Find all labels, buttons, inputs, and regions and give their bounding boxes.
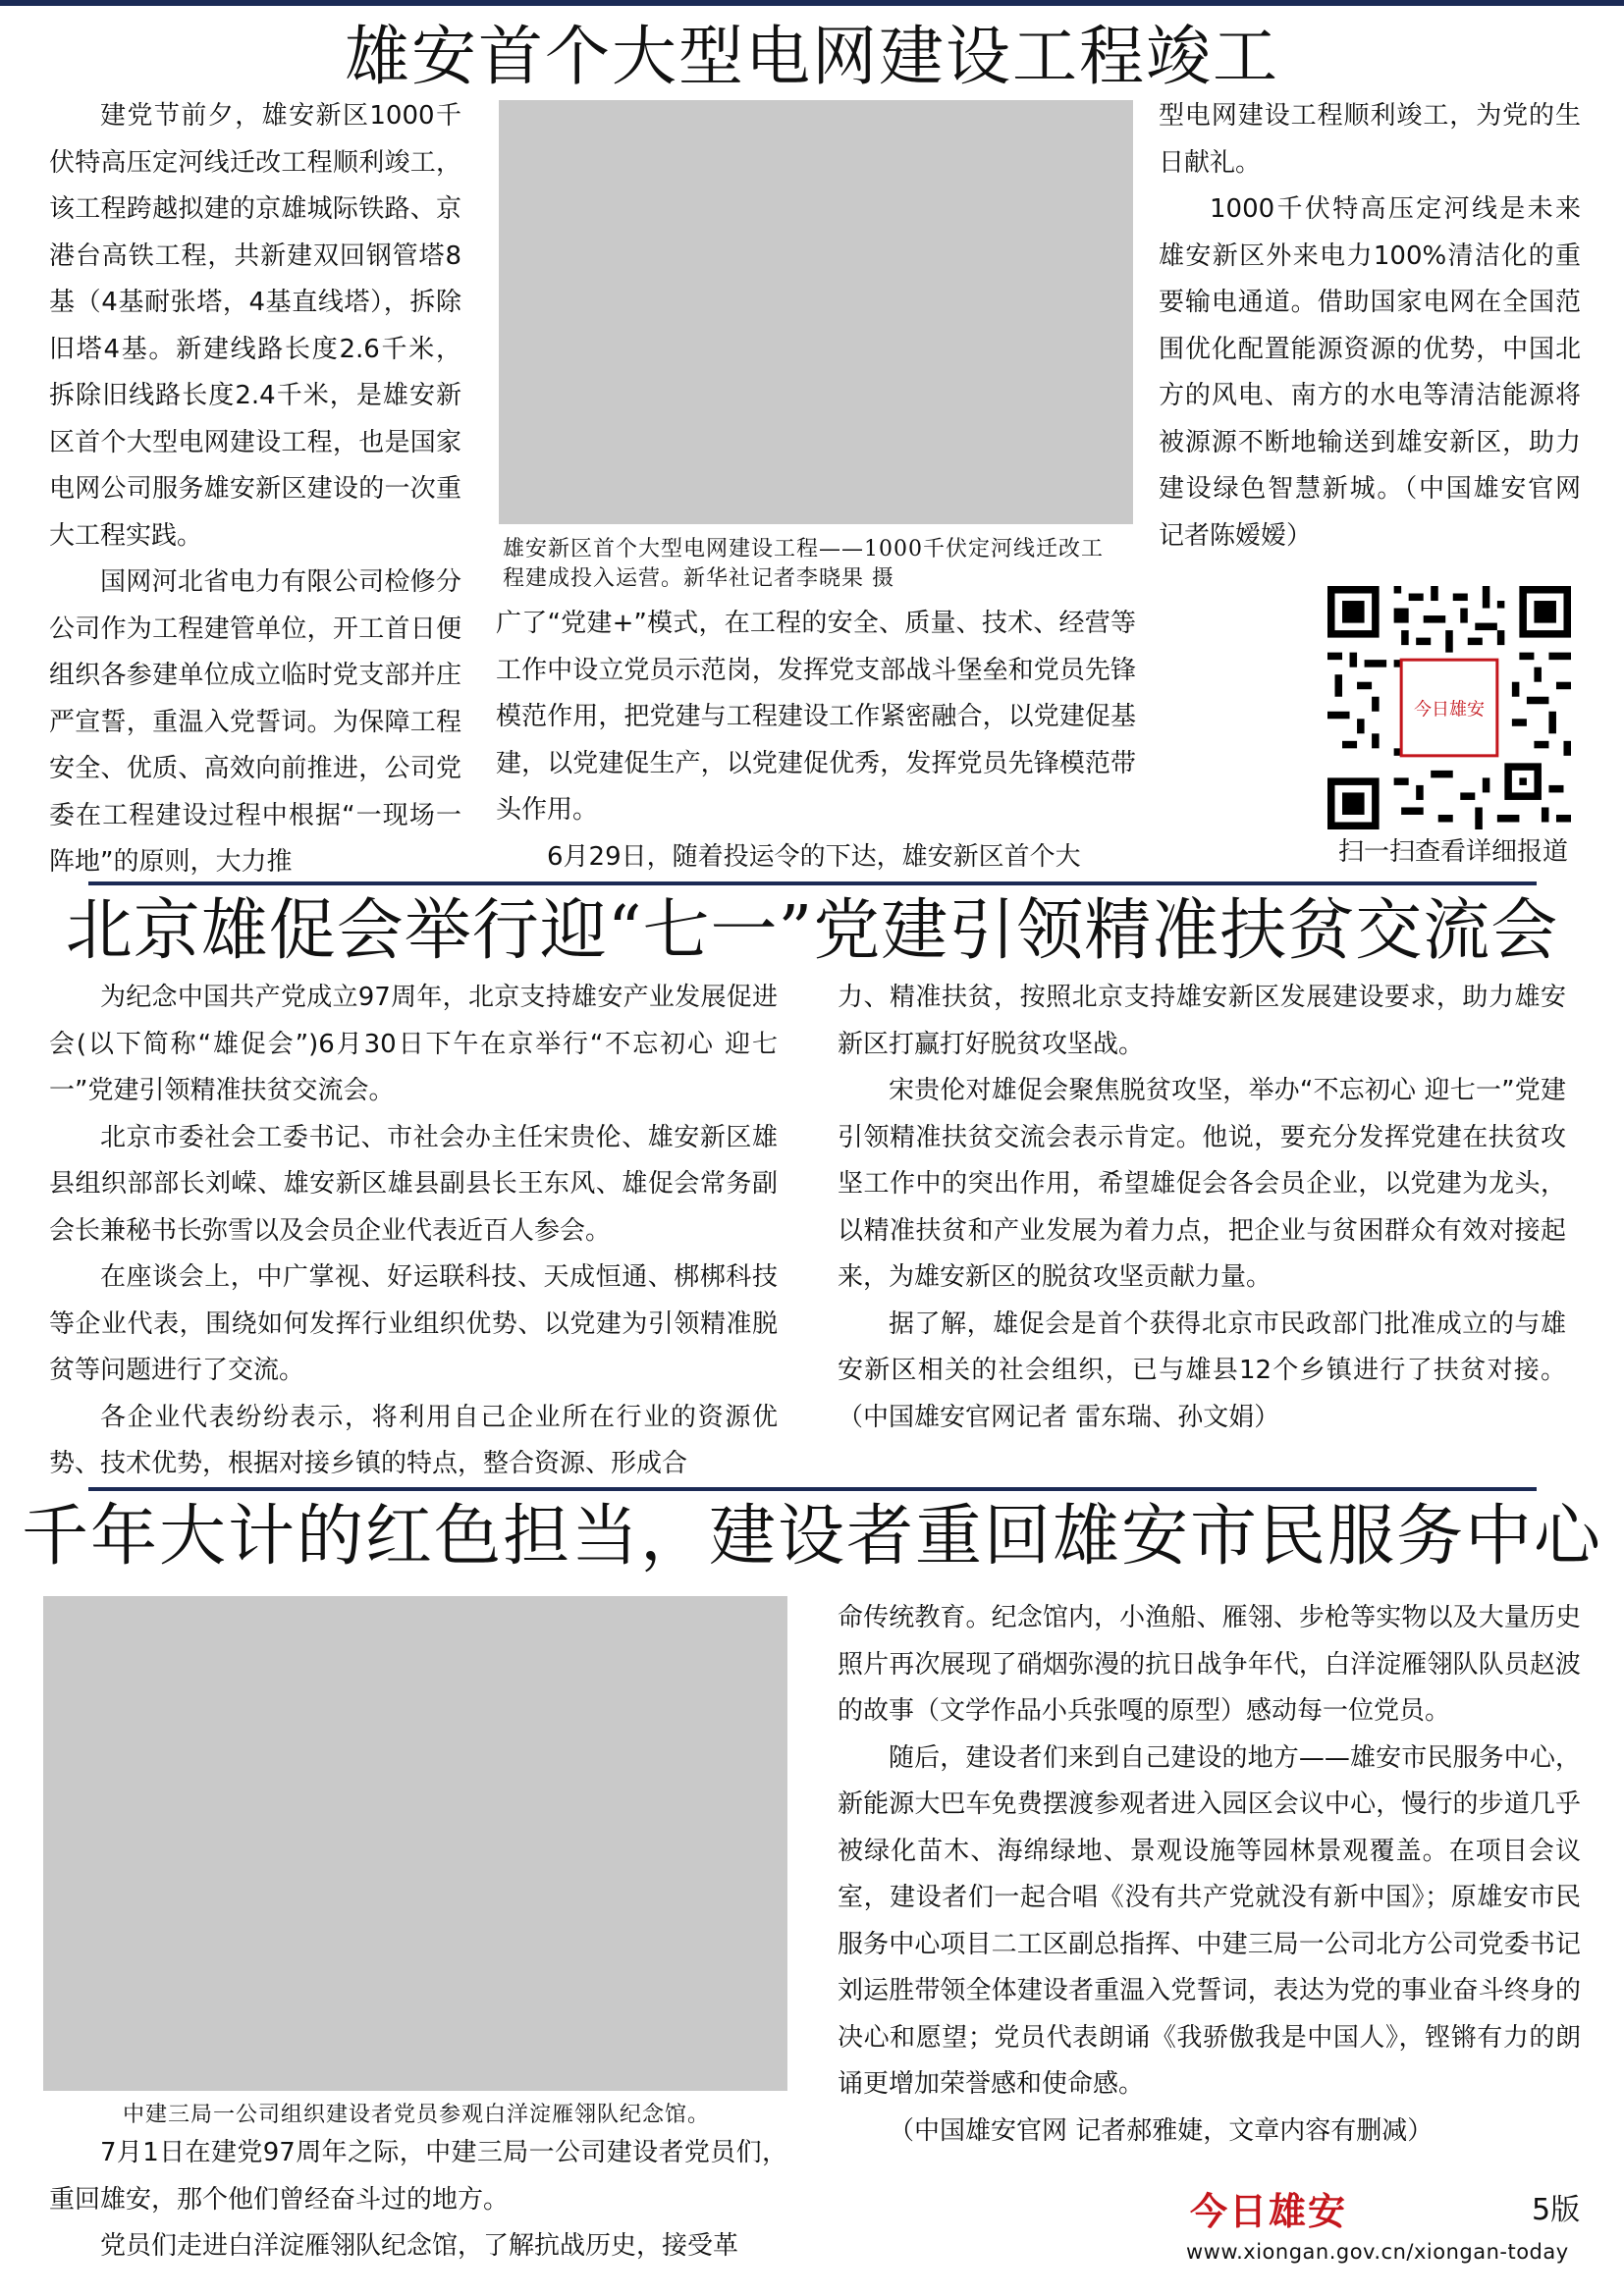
- paragraph: 广了“党建+”模式，在工程的安全、质量、技术、经营等工作中设立党员示范岗，发挥党支部战斗堡垒和党员先锋模范作用，把党建与工程建设工作紧密融合，以党建促基建，以党建促生产，以党建促优秀，发挥党员先锋模范带头作用。: [496, 609, 1136, 825]
- paragraph: 力、精准扶贫，按照北京支持雄安新区发展建设要求，助力雄安新区打赢打好脱贫攻坚战。: [838, 983, 1566, 1059]
- article1-column-1: [49, 93, 461, 886]
- page-number: 5版: [1532, 2193, 1581, 2227]
- article3-column-2: [838, 1595, 1581, 2155]
- qr-center-logo: 今日雄安: [1413, 699, 1486, 721]
- photo-group-memorial: [43, 1596, 787, 2091]
- paragraph: 国网河北省电力有限公司检修分公司作为工程建管单位，开工首日便组织各参建单位成立临时党支部并庄严宣誓，重温入党誓词。为保障工程安全、优质、高效向前推进，公司党委在工程建设过程中根据“一现场一阵地”的原则，大力推: [49, 567, 461, 877]
- section-divider: [88, 881, 1537, 885]
- photo-caption: 中建三局一公司组织建设者党员参观白洋淀雁翎队纪念馆。: [122, 2103, 710, 2127]
- paragraph: 党员们走进白洋淀雁翎队纪念馆，了解抗战历史，接受革: [100, 2231, 739, 2261]
- photo-power-towers: [499, 100, 1133, 524]
- paragraph: 宋贵伦对雄促会聚焦脱贫攻坚，举办“不忘初心 迎七一”党建引领精准扶贫交流会表示肯定。他说，要充分发挥党建在扶贫攻坚工作中的突出作用，希望雄促会各会员企业，以党建为龙头，以精准扶贫和产业发展为着力点，把企业与贫困群众有效对接起来，为雄安新区的脱贫攻坚贡献力量。: [838, 1076, 1566, 1292]
- paragraph: 7月1日在建党97周年之际，中建三局一公司建设者党员们，重回雄安，那个他们曾经奋斗过的地方。: [49, 2138, 787, 2215]
- article2-headline: 北京雄促会举行迎“七一”党建引领精准扶贫交流会: [65, 892, 1559, 970]
- paragraph: 为纪念中国共产党成立97周年，北京支持雄安产业发展促进会(以下简称“雄促会”)6月30日下午在京举行“不忘初心 迎七一”党建引领精准扶贫交流会。: [49, 983, 778, 1105]
- paragraph: 在座谈会上，中广掌视、好运联科技、天成恒通、梆梆科技等企业代表，围绕如何发挥行业组织优势、以党建为引领精准脱贫等问题进行了交流。: [49, 1262, 778, 1385]
- paragraph: 随后，建设者们来到自己建设的地方——雄安市民服务中心，新能源大巴车免费摆渡参观者进入园区会议中心，慢行的步道几乎被绿化苗木、海绵绿地、景观设施等园林景观覆盖。在项目会议室，建设者们一起合唱《没有共产党就没有新中国》；原雄安市民服务中心项目二工区副总指挥、中建三局一公司北方公司党委书记刘运胜带领全体建设者重温入党誓词，表达为党的事业奋斗终身的决心和愿望；党员代表朗诵《我骄傲我是中国人》，铿锵有力的朗诵更增加荣誉感和使命感。: [838, 1742, 1581, 2099]
- brand-logo: 今日雄安: [1190, 2189, 1348, 2233]
- article3-column-1: [49, 2130, 787, 2270]
- top-border: [0, 0, 1624, 6]
- paragraph: 据了解，雄促会是首个获得北京市民政部门批准成立的与雄安新区相关的社会组织，已与雄县12个乡镇进行了扶贫对接。（中国雄安官网记者 雷东瑞、孙文娟）: [838, 1308, 1566, 1432]
- qr-label: 扫一扫查看详细报道: [1337, 837, 1568, 867]
- article2-column-2: [838, 975, 1566, 1441]
- section-divider: [88, 1487, 1537, 1491]
- paragraph: 建党节前夕，雄安新区1000千伏特高压定河线迁改工程顺利竣工，该工程跨越拟建的京雄城际铁路、京港台高铁工程，共新建双回钢管塔8基（4基耐张塔，4基直线塔），拆除旧塔4基。新建线路长度2.6千米，拆除旧线路长度2.4千米，是雄安新区首个大型电网建设工程，也是国家电网公司服务雄安新区建设的一次重大工程实践。: [49, 101, 461, 551]
- paragraph: 6月29日，随着投运令的下达，雄安新区首个大: [547, 841, 1081, 872]
- paragraph: 北京市委社会工委书记、市社会办主任宋贵伦、雄安新区雄县组织部部长刘嵘、雄安新区雄县副县长王东风、雄促会常务副会长兼秘书长弥雪以及会员企业代表近百人参会。: [49, 1122, 778, 1246]
- article1-column-2: [496, 601, 1136, 881]
- photo-caption: 雄安新区首个大型电网建设工程——1000千伏定河线迁改工程建成投入运营。新华社记者李晓果 摄: [503, 537, 1104, 591]
- paragraph: 型电网建设工程顺利竣工，为党的生日献礼。: [1159, 101, 1581, 178]
- paragraph: （中国雄安官网 记者郝雅婕，文章内容有删减）: [889, 2115, 1434, 2146]
- article1-column-3: [1159, 93, 1581, 560]
- paragraph: 1000千伏特高压定河线是未来雄安新区外来电力100%清洁化的重要输电通道。借助国家电网在全国范围优化配置能源资源的优势，中国北方的风电、南方的水电等清洁能源将被源源不断地输送到雄安新区，助力建设绿色智慧新城。（中国雄安官网 记者陈嫒嫒）: [1159, 194, 1581, 551]
- article2-column-1: [49, 975, 778, 1488]
- paragraph: 命传统教育。纪念馆内，小渔船、雁翎、步枪等实物以及大量历史照片再次展现了硝烟弥漫的抗日战争年代，白洋淀雁翎队队员赵波的故事（文学作品小兵张嘎的原型）感动每一位党员。: [838, 1603, 1581, 1726]
- website-url[interactable]: www.xiongan.gov.cn/xiongan-today: [1186, 2240, 1569, 2264]
- article1-headline: 雄安首个大型电网建设工程竣工: [345, 19, 1279, 94]
- article3-headline: 千年大计的红色担当，建设者重回雄安市民服务中心: [21, 1498, 1602, 1575]
- paragraph: 各企业代表纷纷表示，将利用自己企业所在行业的资源优势、技术优势，根据对接乡镇的特点，整合资源、形成合: [49, 1402, 778, 1478]
- qr-code[interactable]: [1327, 586, 1571, 829]
